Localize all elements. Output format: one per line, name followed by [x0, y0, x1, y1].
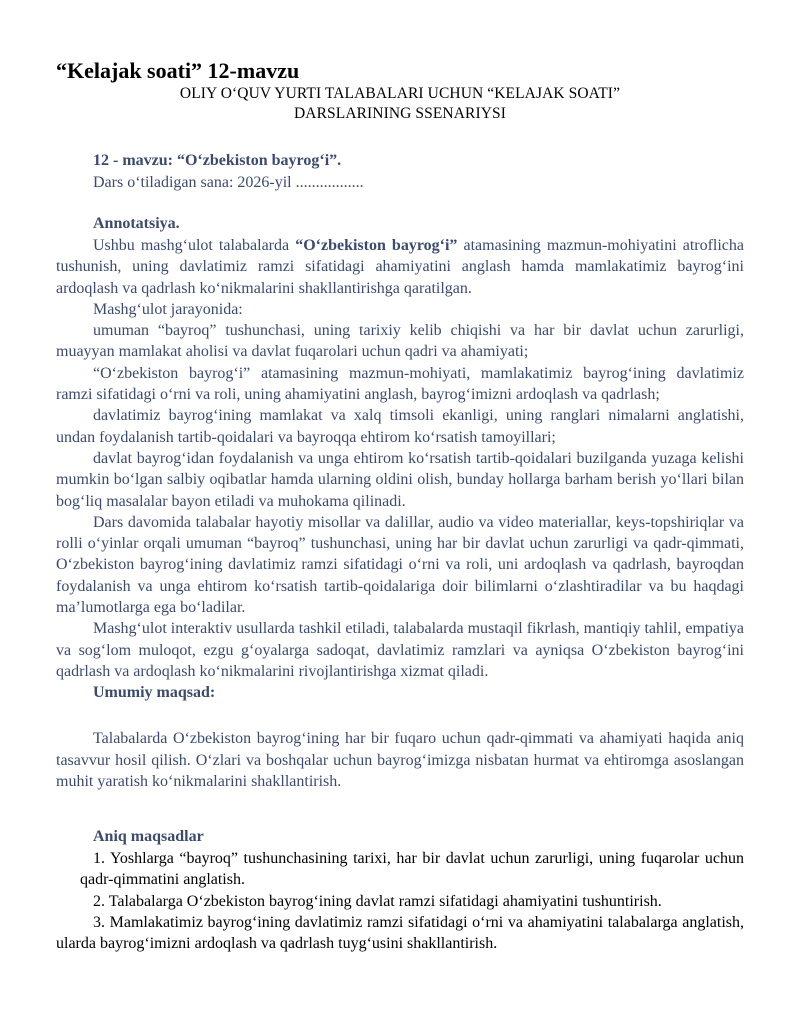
process-item-1: umuman “bayroq” tushunchasi, uning tarixiy kelib chiqishi va har bir davlat uchun zarurligi, muayyan mamlakat aholisi va davlat fuqarolari uchun qadri va ahamiyati; — [56, 322, 744, 361]
annotation-text-end: atamasining mazmun-mohiyatini atroflicha tushunish, uning davlatimiz ramzi sifatidagi ahamiyatini anglash hamda mamlakatimiz bayrog‘ini ardoqlash va qadrlash ko‘nikmalarini shakllantirishga qaratilgan. — [56, 237, 745, 297]
general-goal-heading: Umumiy maqsad: — [93, 684, 216, 702]
lesson-paragraph: Dars davomida talabalar hayotiy misollar va dalillar, audio va video materiallar, keys-topshiriqlar va rolli o‘yinlar orqali umuman “bayroq” tushunchasi, uning har bir davlat uchun zarurligi va qadr-qimmati, O‘zbekiston bayrog‘ining davlatimiz ramzi sifatidagi o‘rni va roli, uni ardoqlash va qadrlash, bayroqdan foydalanish va unga ehtirom ko‘rsatish tartib-qoidalariga doir bilimlarni o‘zlashtiradilar va bu haqdagi ma’lumotlarga ega bo‘ladilar. — [56, 513, 744, 617]
goal-item-3: 3. Mamlakatimiz bayrog‘ining davlatimiz ramzi sifatidagi o‘rni va ahamiyatini talabalarga anglatish, ularda bayrog‘imizni ardoqlash va qadrlash tuyg‘usini shakllantirish. — [56, 914, 744, 953]
process-intro: Mashg‘ulot jarayonida: — [93, 300, 243, 318]
goal-item-1: 1. Yoshlarga “bayroq” tushunchasining tarixi, har bir davlat uchun zarurligi, uning fuqarolar uchun qadr-qimmatini anglatish. — [80, 850, 744, 889]
annotation-text-start: Ushbu mashg‘ulot talabalarda — [93, 237, 296, 254]
topic-heading: 12 - mavzu: “O‘zbekiston bayrog‘i”. — [93, 152, 342, 169]
lesson-date-line: Dars o‘tiladigan sana: 2026-yil ................. — [93, 174, 364, 191]
interactive-paragraph: Mashg‘ulot interaktiv usullarda tashkil etiladi, talabalarda mustaqil fikrlash, mantiqiy tahlil, empatiya va sog‘lom muloqot, ezgu g‘oyalarga sadoqat, davlatimiz ramzlari va ayniqsa O‘zbekiston bayrog‘ini qadrlash va ardoqlash ko‘nikmalarini rivojlantirishga xizmat qiladi. — [56, 620, 744, 680]
annotation-paragraph — [56, 235, 744, 299]
subtitle-line-2: DARSLARINING SSENARIYSI — [294, 105, 506, 122]
annotation-heading: Annotatsiya. — [93, 215, 180, 232]
subtitle-line-1: OLIY O‘QUV YURTI TALABALARI UCHUN “KELAJAK SOATI” — [179, 85, 621, 102]
annotation-bold-term: “O‘zbekiston bayrog‘i” — [295, 237, 458, 254]
general-goal-paragraph: Talabalarda O‘zbekiston bayrog‘ining har bir fuqaro uchun qadr-qimmati va ahamiyati haqida aniq tasavvur hosil qilish. O‘zlari va boshqalar uchun bayrog‘imizga nisbatan hurmat va ehtiromga asoslangan muhit yaratish ko‘nikmalarini shakllantirish. — [56, 730, 744, 790]
process-item-2: “O‘zbekiston bayrog‘i” atamasining mazmun-mohiyati, mamlakatimiz bayrog‘ining davlatimiz ramzi sifatidagi o‘rni va roli, uning ahamiyatini anglash, bayrog‘imizni ardoqlash va qadrlash; — [56, 364, 744, 404]
process-item-4: davlat bayrog‘idan foydalanish va unga ehtirom ko‘rsatish tartib-qoidalari buzilganda yuzaga kelishi mumkin bo‘lgan salbiy oqibatlar hamda ularning oldini olish, bunday hollarga barham berish yo‘llari bilan bog‘liq masalalar bayon etiladi va muhokama qilinadi. — [56, 449, 744, 510]
document-title: “Kelajak soati” 12-mavzu — [56, 58, 300, 83]
goal-item-2: 2. Talabalarga O‘zbekiston bayrog‘ining davlat ramzi sifatidagi ahamiyatini tushuntirish. — [93, 892, 662, 910]
specific-goals-heading: Aniq maqsadlar — [93, 828, 204, 846]
process-item-3: davlatimiz bayrog‘ining mamlakat va xalq timsoli ekanligi, uning ranglari nimalarni anglatishi, undan foydalanish tartib-qoidalari va bayroqqa ehtirom ko‘rsatish tamoyillari; — [56, 407, 744, 446]
